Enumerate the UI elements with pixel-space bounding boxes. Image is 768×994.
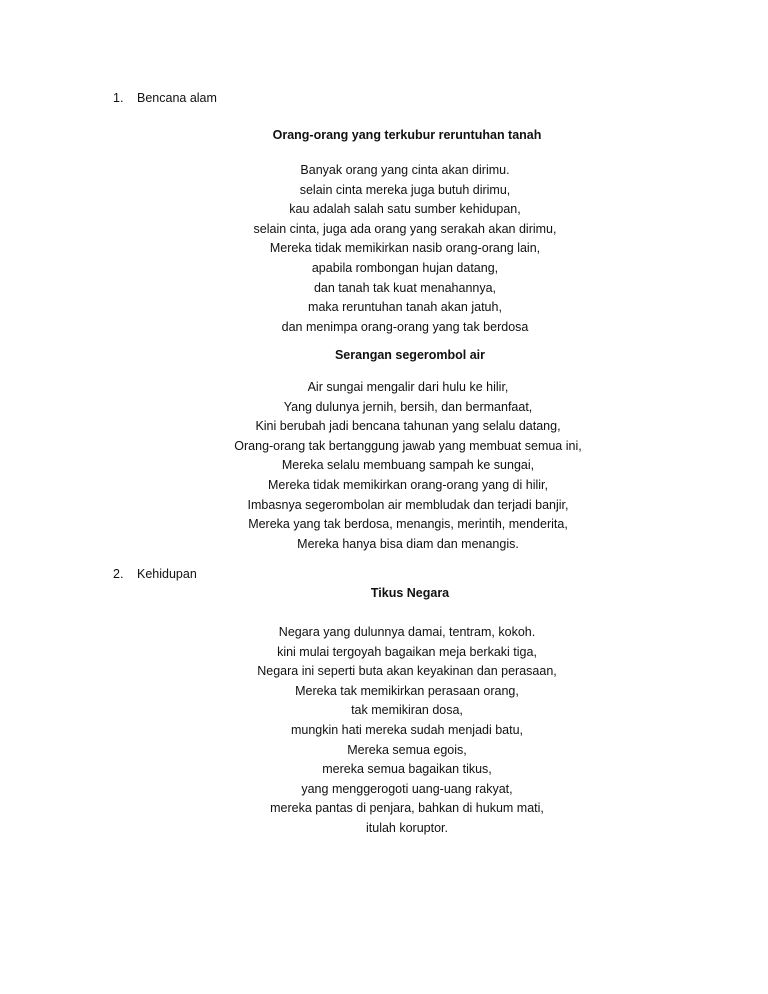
- poem-line: Yang dulunya jernih, bersih, dan bermanfaat,: [283, 399, 533, 414]
- poem-line: Air sungai mengalir dari hulu ke hilir,: [307, 380, 509, 394]
- poem-line: Negara yang dulunnya damai, tentram, kokoh.: [278, 625, 536, 639]
- poem-title: Tikus Negara: [370, 586, 450, 600]
- poem-line: Orang-orang tak bertanggung jawab yang membuat semua ini,: [234, 438, 582, 453]
- section-number: 2.: [113, 567, 124, 581]
- section-heading: [113, 567, 197, 581]
- poem-line: mungkin hati mereka sudah menjadi batu,: [290, 722, 524, 737]
- poem-line: yang menggerogoti uang-uang rakyat,: [301, 781, 513, 796]
- section-heading: [113, 91, 217, 105]
- poem: [182, 128, 632, 142]
- poem: [185, 586, 635, 600]
- poem-lines: [182, 623, 632, 839]
- poem-line: Banyak orang yang cinta akan dirimu.: [300, 163, 510, 177]
- section-title: Bencana alam: [137, 91, 217, 105]
- poem-line: kau adalah salah satu sumber kehidupan,: [289, 202, 521, 217]
- poem-line: Mereka tidak memikirkan nasib orang-orang lain,: [269, 241, 541, 256]
- poem-body: [183, 378, 633, 554]
- poem-line: itulah koruptor.: [366, 820, 448, 835]
- poem-line: Kini berubah jadi bencana tahunan yang selalu datang,: [255, 419, 561, 434]
- poem-title: Serangan segerombol air: [334, 348, 486, 362]
- poem-line: selain cinta mereka juga butuh dirimu,: [299, 182, 511, 197]
- poem-line: apabila rombongan hujan datang,: [311, 260, 499, 275]
- section-number: 1.: [113, 91, 124, 105]
- poem-line: mereka pantas di penjara, bahkan di hukum mati,: [270, 801, 544, 816]
- poem-line: dan tanah tak kuat menahannya,: [313, 280, 497, 295]
- poem-lines: [180, 161, 630, 337]
- section-title: Kehidupan: [137, 567, 197, 581]
- poem-line: kini mulai tergoyah bagaikan meja berkaki tiga,: [277, 644, 537, 659]
- poem-line: Mereka hanya bisa diam dan menangis.: [297, 536, 519, 551]
- poem-line: tak memikiran dosa,: [351, 703, 463, 718]
- poem-line: Negara ini seperti buta akan keyakinan dan perasaan,: [257, 664, 557, 679]
- poem-body: [180, 161, 630, 337]
- poem-lines: [183, 378, 633, 554]
- poem-line: selain cinta, juga ada orang yang serakah akan dirimu,: [253, 221, 557, 236]
- poem-line: dan menimpa orang-orang yang tak berdosa: [281, 319, 529, 334]
- poem-line: maka reruntuhan tanah akan jatuh,: [308, 300, 502, 315]
- poem-line: Mereka semua egois,: [347, 742, 467, 757]
- poem-title: Orang-orang yang terkubur reruntuhan tanah: [272, 128, 542, 142]
- poem-body: [182, 623, 632, 839]
- poem: [185, 348, 635, 362]
- poem-line: Imbasnya segerombolan air membludak dan terjadi banjir,: [247, 497, 569, 512]
- poem-line: Mereka yang tak berdosa, menangis, merintih, menderita,: [248, 517, 568, 532]
- poem-line: Mereka tak memikirkan perasaan orang,: [295, 683, 519, 698]
- poem-line: Mereka selalu membuang sampah ke sungai,: [281, 458, 535, 473]
- poem-line: Mereka tidak memikirkan orang-orang yang di hilir,: [268, 477, 548, 492]
- poem-line: mereka semua bagaikan tikus,: [322, 762, 492, 777]
